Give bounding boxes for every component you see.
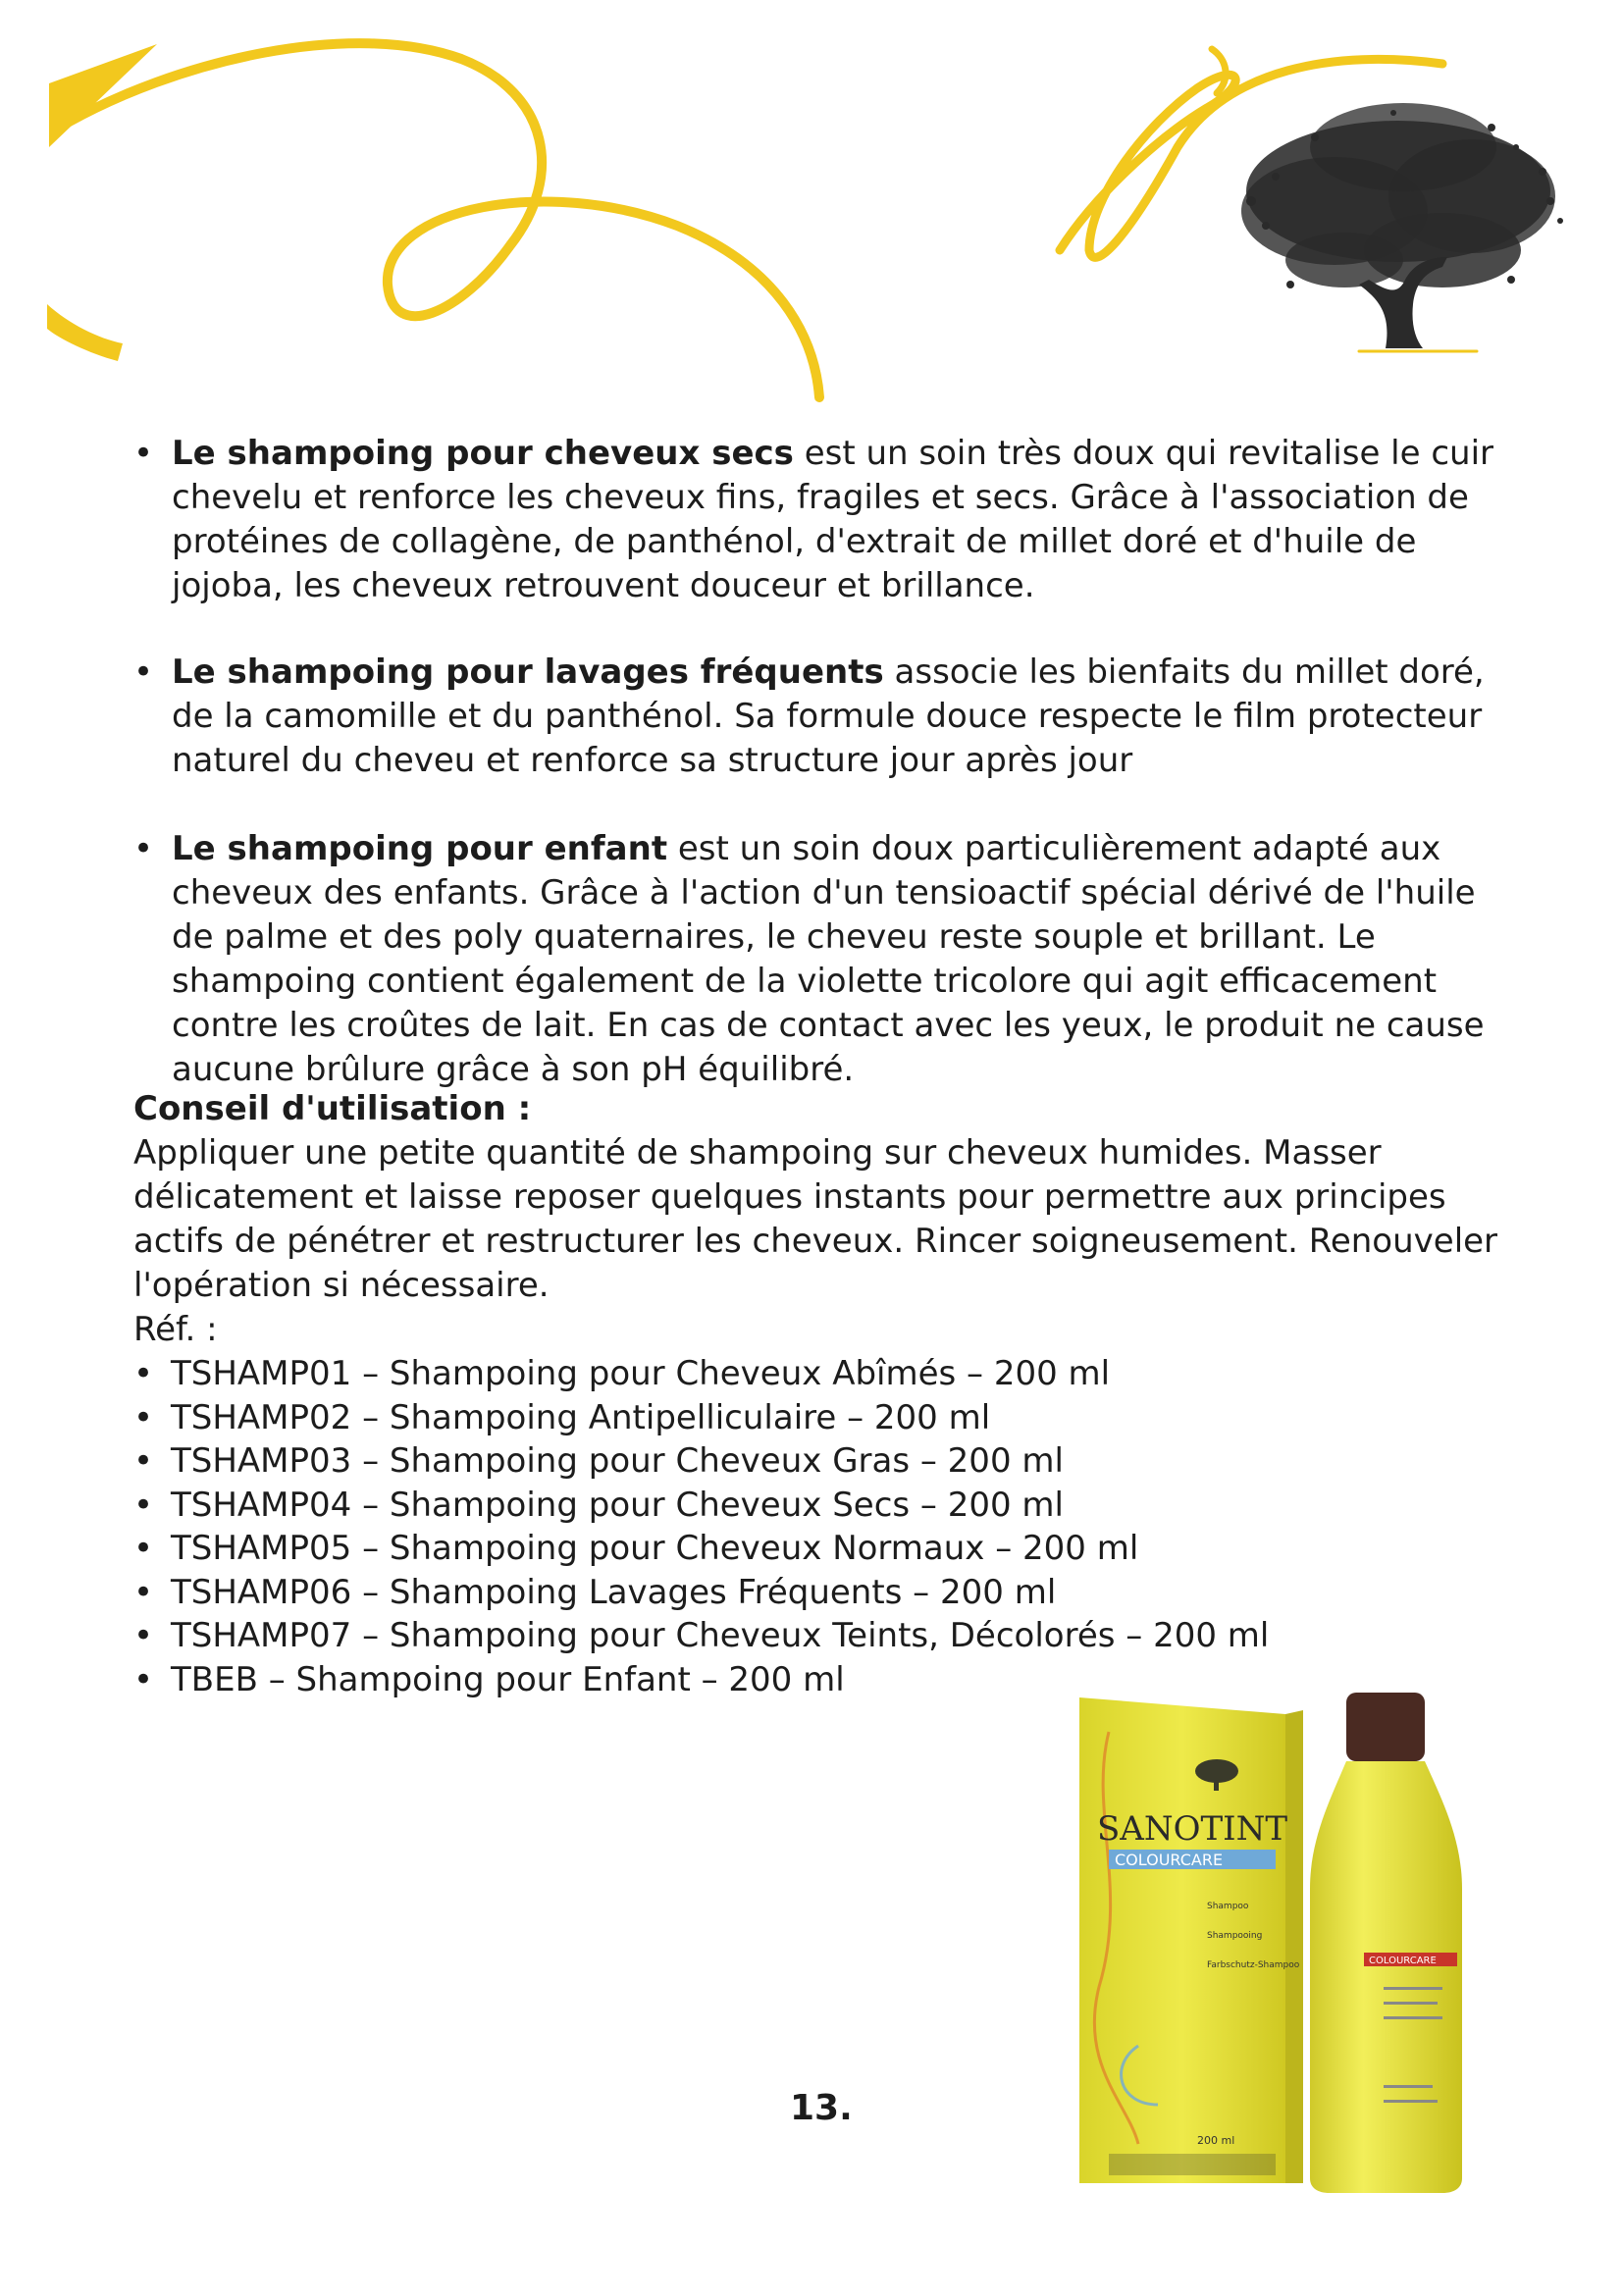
- paragraph: [172, 432, 1517, 608]
- paragraph-text: est un soin très doux qui revitalise le cuir chevelu et renforce les cheveux fins, fragiles et secs. Grâce à l'association de protéines de collagène, de panthénol, d'extrait de millet doré et d'huile de jojoba, les cheveux retrouvent douceur et brillance.: [172, 434, 1494, 605]
- paragraph-lead: Le shampoing pour enfant: [172, 829, 668, 868]
- ref-item-text: TSHAMP04 – Shampoing pour Cheveux Secs – 200 ml: [171, 1485, 1064, 1525]
- product-description-child: [133, 827, 1517, 1092]
- list-item: [133, 1527, 1269, 1571]
- ref-item-text: TSHAMP02 – Shampoing Antipelliculaire – 200 ml: [171, 1397, 991, 1437]
- bullet-dot: •: [133, 829, 154, 868]
- bullet-dot: •: [133, 1659, 154, 1699]
- ref-item-text: TSHAMP07 – Shampoing pour Cheveux Teints, Décolorés – 200 ml: [171, 1616, 1270, 1655]
- box-label-3: Farbschutz-Shampoo: [1207, 1960, 1300, 1970]
- usage-title: Conseil d'utilisation :: [133, 1089, 532, 1128]
- bullet-dot: •: [133, 1441, 154, 1481]
- product-box: [1079, 1697, 1303, 2183]
- ref-item-text: TSHAMP06 – Shampoing Lavages Fréquents – 200 ml: [171, 1572, 1057, 1612]
- box-volume: 200 ml: [1197, 2134, 1235, 2147]
- product-photo: [1070, 1693, 1462, 2193]
- usage-text: Appliquer une petite quantité de shampoing sur cheveux humides. Masser délicatement et laisse reposer quelques instants pour permettre aux principes actifs de pénétrer et restructurer les cheveux. Rincer soigneusement. Renouveler l'opération si nécessaire.: [133, 1133, 1498, 1305]
- list-item: [133, 1484, 1269, 1528]
- line-name: COLOURCARE: [1115, 1851, 1224, 1869]
- list-item: [133, 1352, 1269, 1396]
- bottle-label: COLOURCARE: [1369, 1956, 1437, 1966]
- ref-item-text: TSHAMP05 – Shampoing pour Cheveux Normaux – 200 ml: [171, 1529, 1139, 1568]
- ref-label: Réf. :: [133, 1310, 218, 1349]
- bullet-dot: •: [133, 1529, 154, 1568]
- paragraph: [172, 651, 1517, 783]
- bullet-dot: •: [133, 1485, 154, 1525]
- paragraph-lead: Le shampoing pour lavages fréquents: [172, 652, 884, 692]
- bullet-dot: •: [133, 1354, 154, 1393]
- list-item: [133, 1396, 1269, 1440]
- list-item: [133, 1439, 1269, 1484]
- usage-section: [133, 1087, 1527, 1308]
- paragraph: [172, 827, 1517, 1092]
- ref-item-text: TSHAMP03 – Shampoing pour Cheveux Gras – 200 ml: [171, 1441, 1064, 1481]
- ref-item-text: TBEB – Shampoing pour Enfant – 200 ml: [171, 1659, 845, 1699]
- product-bottle: [1310, 1693, 1462, 2193]
- bottle-cap: [1346, 1693, 1425, 1761]
- bullet-dot: •: [133, 1572, 154, 1612]
- paragraph-lead: Le shampoing pour cheveux secs: [172, 434, 794, 473]
- product-description-dry-hair: [133, 432, 1517, 608]
- header-decoration: [0, 0, 1623, 412]
- paragraph-text: associe les bienfaits du millet doré, de la camomille et du panthénol. Sa formule douce respecte le film protecteur naturel du cheveu et renforce sa structure jour après jour: [172, 652, 1485, 780]
- ref-item-text: TSHAMP01 – Shampoing pour Cheveux Abîmés – 200 ml: [171, 1354, 1111, 1393]
- product-description-frequent-wash: [133, 651, 1517, 783]
- brand-name: SANOTINT: [1097, 1809, 1288, 1849]
- reference-list: [133, 1352, 1269, 1701]
- list-item: [133, 1571, 1269, 1615]
- bullet-dot: •: [133, 434, 154, 473]
- olive-tree-icon: [1241, 103, 1563, 348]
- page-number: 13.: [790, 2088, 853, 2128]
- bullet-dot: •: [133, 1616, 154, 1655]
- list-item: [133, 1614, 1269, 1658]
- bullet-dot: •: [133, 652, 154, 692]
- paragraph-text: est un soin doux particulièrement adapté aux cheveux des enfants. Grâce à l'action d'un tensioactif spécial dérivé de l'huile de palme et des poly quaternaires, le cheveu reste souple et brillant. Le shampoing contient également de la violette tricolore qui agit efficacement contre les croûtes de lait. En cas de contact avec les yeux, le produit ne cause aucune brûlure grâce à son pH équilibré.: [172, 829, 1485, 1089]
- bullet-dot: •: [133, 1397, 154, 1437]
- box-label-1: Shampoo: [1207, 1902, 1249, 1911]
- box-label-2: Shampooing: [1207, 1931, 1263, 1941]
